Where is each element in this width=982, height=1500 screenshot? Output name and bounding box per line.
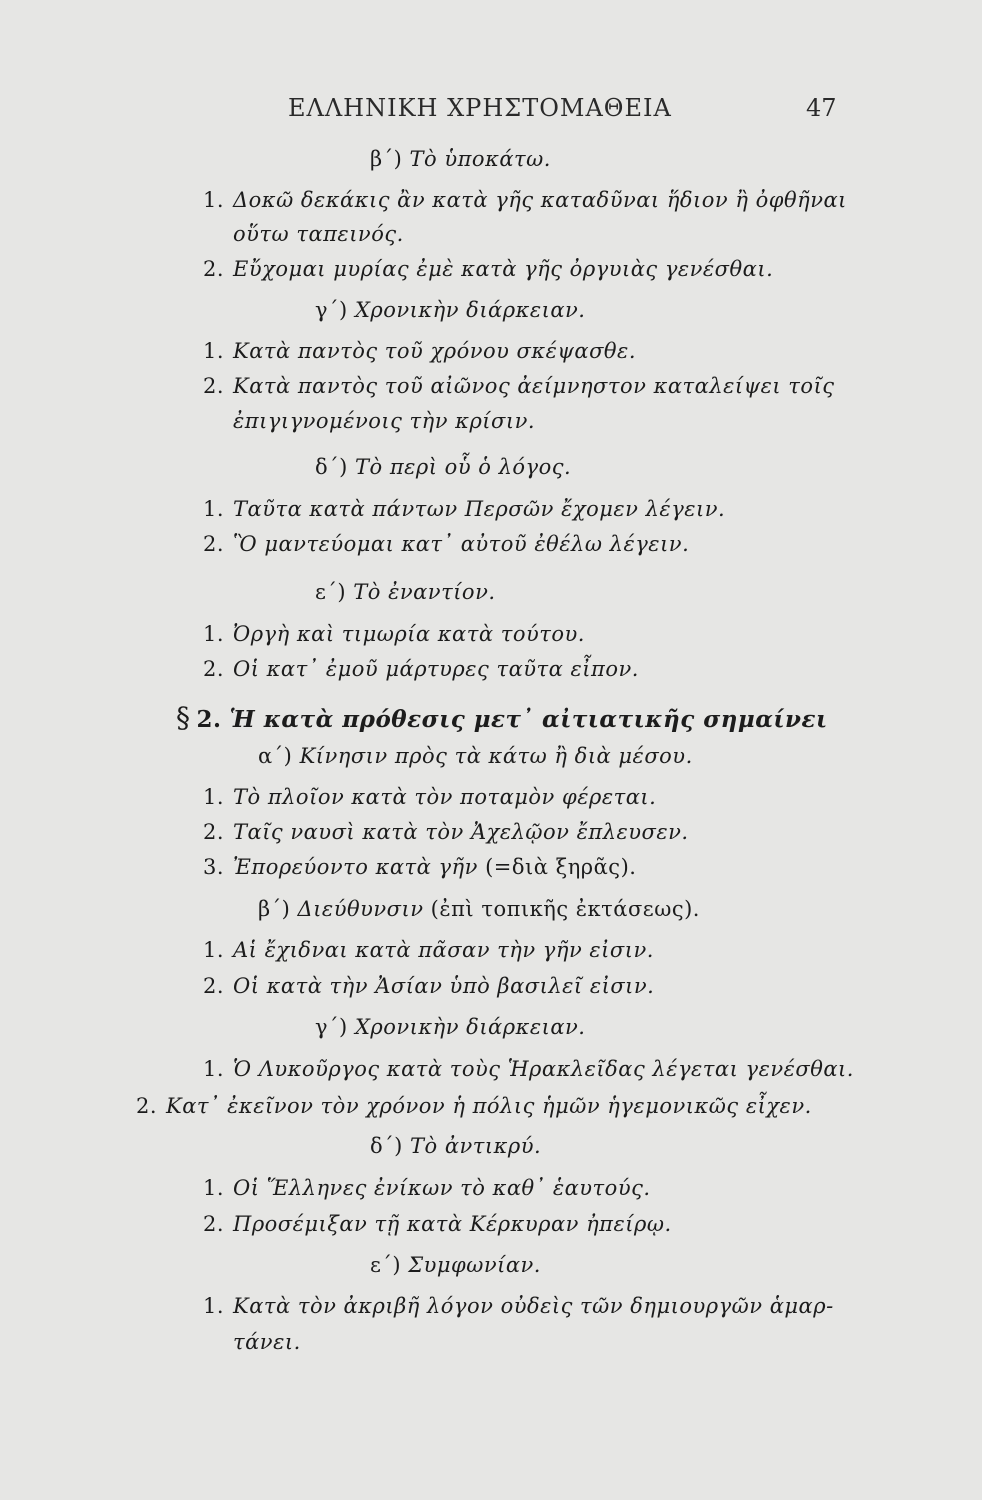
subheading-text: Τὸ ἐναντίον. (353, 580, 496, 604)
example-continuation: οὕτω ταπεινός. (233, 222, 404, 246)
subheading-text: Διεύθυνσιν (297, 897, 424, 921)
example-text: Προσέμιξαν τῇ κατὰ Κέρκυραν ἠπείρῳ. (233, 1212, 672, 1236)
running-head: ΕΛΛΗΝΙΚΗ ΧΡΗΣΤΟΜΑΘΕΙΑ (288, 94, 672, 122)
subheading-text: Τὸ περὶ οὗ ὁ λόγος. (355, 455, 572, 479)
example-text: Ὀργὴ καὶ τιμωρία κατὰ τούτου. (233, 622, 585, 646)
example-number: 1. (203, 188, 225, 212)
example-text: Τὸ πλοῖον κατὰ τὸν ποταμὸν φέρεται. (233, 785, 657, 809)
example-line (203, 1057, 854, 1081)
example-line (203, 855, 636, 879)
example-text: Ταῖς ναυσὶ κατὰ τὸν Ἀχελῷον ἔπλευσεν. (233, 820, 689, 844)
example-line (203, 188, 847, 212)
example-line (203, 497, 725, 521)
example-note: (=διὰ ξηρᾶς). (485, 855, 637, 879)
example-line (203, 622, 585, 646)
example-number: 1. (203, 339, 225, 363)
example-number: 1. (203, 938, 225, 962)
subheading-text: Τὸ ἀντικρύ. (410, 1134, 542, 1158)
subheading-g (315, 298, 585, 322)
subheading-d (315, 455, 571, 479)
example-number: 2. (203, 374, 225, 398)
subheading-mark: γ΄) (315, 1015, 348, 1039)
example-number: 2. (203, 820, 225, 844)
subheading-mark: β΄) (258, 897, 291, 921)
subheading-mark: δ΄) (370, 1134, 403, 1158)
subheading-b (370, 147, 551, 171)
example-number: 1. (203, 1057, 225, 1081)
subheading-mark: ε΄) (315, 580, 347, 604)
example-continuation: ἐπιγιγνομένοις τὴν κρίσιν. (233, 409, 536, 433)
example-line (203, 974, 654, 998)
example-number: 1. (203, 622, 225, 646)
example-line (203, 257, 773, 281)
example-text: Ὃ μαντεύομαι κατ᾽ αὐτοῦ ἐθέλω λέγειν. (233, 532, 690, 556)
example-line (203, 785, 656, 809)
example-number: 2. (203, 1212, 225, 1236)
subheading-text: Χρονικὴν διάρκειαν. (354, 1015, 586, 1039)
example-number: 2. (203, 257, 225, 281)
subheading-mark: γ΄) (315, 298, 348, 322)
example-text: Οἱ κατὰ τὴν Ἀσίαν ὑπὸ βασιλεῖ εἰσιν. (233, 974, 655, 998)
example-number: 1. (203, 1294, 225, 1318)
subheading-b2 (258, 897, 700, 921)
example-text: Δοκῶ δεκάκις ἂν κατὰ γῆς καταδῦναι ἥδιον ἢ ὀφθῆναι (233, 188, 847, 212)
example-text: Ἐπορεύοντο κατὰ γῆν (233, 855, 478, 879)
subheading-a2 (258, 744, 693, 768)
example-number: 1. (203, 785, 225, 809)
example-line (203, 339, 636, 363)
page-number: 47 (806, 94, 837, 122)
example-text: Κατὰ τὸν ἀκριβῆ λόγον οὐδεὶς τῶν δημιουργῶν ἁμαρ- (233, 1294, 834, 1318)
example-line (203, 532, 689, 556)
subheading-g2 (315, 1015, 585, 1039)
example-number: 1. (203, 1176, 225, 1200)
example-number: 1. (203, 497, 225, 521)
section-symbol: § (176, 701, 191, 734)
example-text: Κατ᾽ ἐκεῖνον τὸν χρόνον ἡ πόλις ἡμῶν ἡγεμονικῶς εἶχεν. (166, 1094, 812, 1118)
subheading-mark: ε΄) (370, 1253, 402, 1277)
example-number: 2. (136, 1094, 158, 1118)
example-line (203, 1294, 834, 1318)
subheading-mark: α΄) (258, 744, 293, 768)
example-line (203, 820, 689, 844)
example-continuation: τάνει. (233, 1330, 301, 1354)
example-text: Ὁ Λυκοῦργος κατὰ τοὺς Ἡρακλεῖδας λέγεται γενέσθαι. (233, 1057, 854, 1081)
subheading-text: Συμφωνίαν. (408, 1253, 541, 1277)
example-line (203, 938, 654, 962)
example-line (203, 1176, 651, 1200)
example-number: 3. (203, 855, 225, 879)
example-line (203, 374, 835, 398)
subheading-text: Κίνησιν πρὸς τὰ κάτω ἢ διὰ μέσου. (299, 744, 693, 768)
example-number: 2. (203, 657, 225, 681)
subheading-text: Χρονικὴν διάρκειαν. (354, 298, 586, 322)
subheading-text: Τὸ ὑποκάτω. (409, 147, 551, 171)
subheading-mark: β΄) (370, 147, 403, 171)
subheading-e (315, 580, 496, 604)
example-text: Ταῦτα κατὰ πάντων Περσῶν ἔχομεν λέγειν. (233, 497, 726, 521)
example-text: Οἱ Ἕλληνες ἐνίκων τὸ καθ᾽ ἑαυτούς. (233, 1176, 651, 1200)
example-line (203, 657, 639, 681)
example-text: Κατὰ παντὸς τοῦ αἰῶνος ἀείμνηστον καταλείψει τοῖς (233, 374, 835, 398)
subheading-e2 (370, 1253, 541, 1277)
subheading-d2 (370, 1134, 541, 1158)
section-number: 2. (196, 706, 222, 733)
example-number: 2. (203, 532, 225, 556)
example-number: 2. (203, 974, 225, 998)
section-title: Ἡ κατὰ πρόθεσις μετ᾽ αἰτιατικῆς σημαίνει (229, 706, 828, 733)
example-line (136, 1094, 812, 1118)
example-text: Αἱ ἔχιδναι κατὰ πᾶσαν τὴν γῆν εἰσιν. (233, 938, 654, 962)
example-text: Οἱ κατ᾽ ἐμοῦ μάρτυρες ταῦτα εἶπον. (233, 657, 639, 681)
example-text: Εὔχομαι μυρίας ἐμὲ κατὰ γῆς ὀργυιὰς γενέσθαι. (233, 257, 774, 281)
example-line (203, 1212, 672, 1236)
section-heading (176, 701, 828, 734)
subheading-note: (ἐπὶ τοπικῆς ἐκτάσεως). (430, 897, 700, 921)
subheading-mark: δ΄) (315, 455, 348, 479)
example-text: Κατὰ παντὸς τοῦ χρόνου σκέψασθε. (233, 339, 637, 363)
